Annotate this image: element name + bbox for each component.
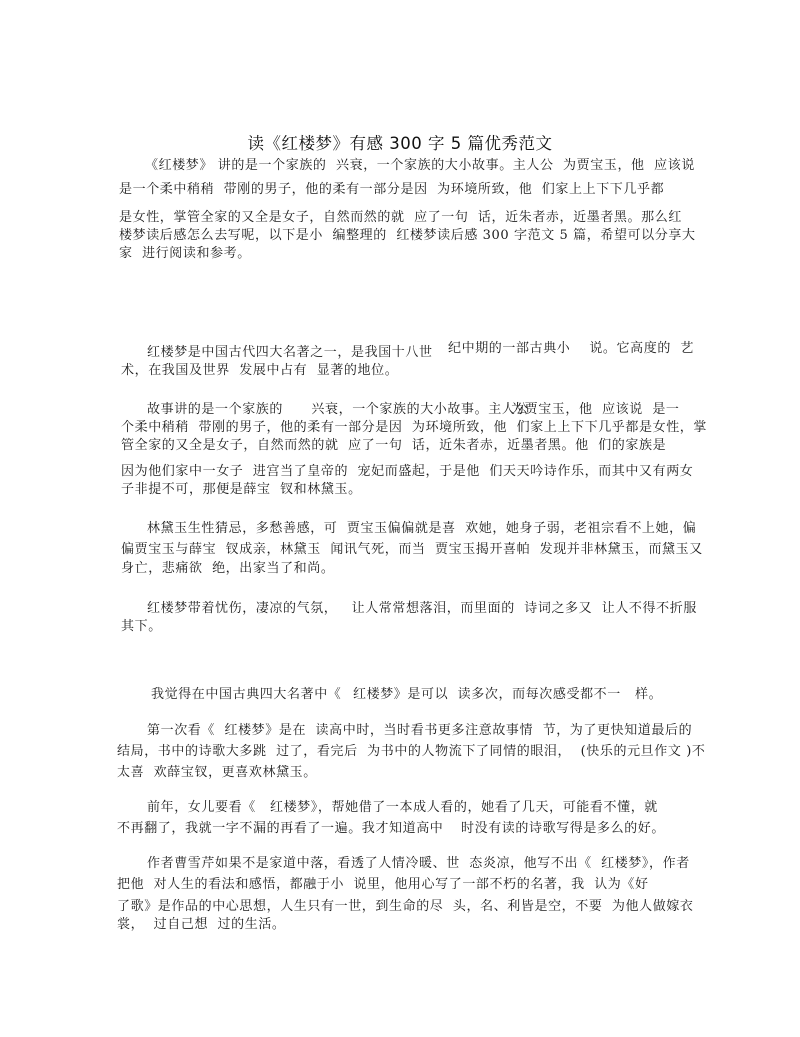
essay-line: 纪中期的一部古典小 说。它高度的 艺 <box>448 341 694 356</box>
intro-line: 是一个柔中稍稍 带刚的男子，他的柔有一部分是因 为环境所致，他 们家上上下下几乎都 <box>119 182 665 197</box>
essay-line: 时没有读的诗歌写得是多么的好。 <box>461 821 666 836</box>
essay-line: 作者曹雪芹如果不是家道中落，看透了人情冷暖、世 态炎凉，他写不出《 红楼梦》，作者 <box>147 856 690 871</box>
essay-line: 红楼梦是中国古代四大名著之一，是我国十八世 <box>147 345 433 360</box>
document-title: 读《红楼梦》有感 300 字 5 篇优秀范文 <box>247 134 553 153</box>
essay-line: 红楼梦带着忧伤，凄凉的气氛， 让人常常想落泪，而里面的 诗词之多又 让人不得不折服 <box>147 601 697 616</box>
essay-line: 我觉得在中国古典四大名著中《 <box>151 687 342 702</box>
intro-line: 家 进行阅读和参考。 <box>119 246 251 261</box>
essay-line: 子非提不可，那便是薛宝 钗和林黛玉。 <box>121 482 362 497</box>
essay-line: 结局，书中的诗歌大多跳 过了，看完后 为书中的人物流下了同情的眼泪， (快乐的元旦作文 )不 <box>117 744 706 759</box>
essay-line: 第一次看《 红楼梦》是在 读高中时，当时看书更多注意故事情 节，为了更快知道最后的 <box>147 723 693 738</box>
essay-line: 前年，女儿要看《 红楼梦》，帮她借了一本成人看的，她看了几天，可能看不懂，就 <box>147 800 658 815</box>
essay-line: 林黛玉生性猜忌，多愁善感，可 贾宝玉偏偏就是喜 欢她，她身子弱，老祖宗看不上她，偏 <box>147 521 697 536</box>
essay-line: 把他 对人生的看法和感悟，都融于小 说里，他用心写了一部不朽的名著，我 认为《好 <box>117 877 649 892</box>
intro-line: 是女性，掌管全家的又全是女子，自然而然的就 应了一句 话，近朱者赤，近墨者黑。那么红 <box>119 210 682 225</box>
essay-line: 其下。 <box>121 619 162 634</box>
essay-line: 为贾宝玉，他 应该说 是一 <box>511 402 680 417</box>
essay-line: 偏贾宝玉与薛宝 钗成亲，林黛玉 闻讯气死，而当 贾宝玉揭开喜帕 发现并非林黛玉，而黛玉又 <box>121 542 703 557</box>
intro-line: 《红楼梦》 讲的是一个家族的 兴衰，一个家族的大小故事。主人公 为贾宝玉，他 应该说 <box>145 158 695 173</box>
essay-line: 个柔中稍稍 带刚的男子，他的柔有一部分是因 为环境所致，他 们家上上下下几乎都是女性，掌 <box>121 420 707 435</box>
essay-line: 术，在我国及世界 发展中占有 显著的地位。 <box>121 363 399 378</box>
essay-line: 了歌》是作品的中心思想，人生只有一世，到生命的尽 头，名、利皆是空，不要 为他人做嫁衣 <box>117 899 694 914</box>
essay-line: 身亡，悲痛欲 绝，出家当了和尚。 <box>121 561 335 576</box>
essay-line: 因为他们家中一女子 进宫当了皇帝的 宠妃而盛起，于是他 们天天吟诗作乐，而其中又有两女 <box>121 464 694 479</box>
essay-line: 不再翻了，我就一字不漏的再看了一遍。我才知道高中 <box>117 821 444 836</box>
essay-line: 裳， 过自己想 过的生活。 <box>117 917 286 932</box>
essay-line: 红楼梦》是可以 读多次，而每次感受都不一 样。 <box>353 687 663 702</box>
essay-line: 故事讲的是一个家族的 兴衰，一个家族的大小故事。主人公 <box>147 402 529 417</box>
essay-line: 管全家的又全是女子，自然而然的就 应了一句 话，近朱者赤，近墨者黑。他 们的家族是 <box>121 438 667 453</box>
intro-line: 楼梦读后感怎么去写呢，以下是小 编整理的 红楼梦读后感 300 字范文 5 篇，希望可以分享大 <box>119 228 696 243</box>
essay-line: 太喜 欢薛宝钗，更喜欢林黛玉。 <box>117 765 317 780</box>
